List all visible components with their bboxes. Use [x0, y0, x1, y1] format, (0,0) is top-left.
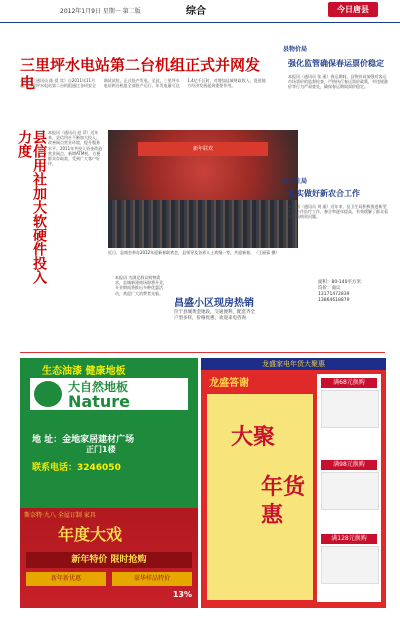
right-col1-label: 县物价局	[283, 46, 308, 53]
poster-char-2: 年货惠	[261, 475, 306, 528]
brand-name-en: Nature	[68, 392, 130, 411]
appliance-ad-thanks: 龙盛答谢	[209, 378, 249, 389]
housing-ad-title: 昌盛小区现房热销	[174, 298, 254, 309]
product-image-1	[321, 390, 379, 428]
furniture-ad	[20, 508, 198, 608]
furniture-ad-offer2: 豪华样品特价	[112, 572, 192, 586]
price-tag-1: 满68元换购	[321, 378, 377, 388]
brand-name-cn: 大自然地板	[68, 380, 129, 394]
vertical-headline: 县信用社加大软硬件投入力度	[16, 130, 47, 284]
nature-flooring-ad	[20, 358, 198, 508]
issue-date: 2012年1月9日 星期一 第二版	[60, 8, 141, 15]
nature-brand	[30, 378, 188, 410]
divider	[20, 352, 385, 353]
right-col2-text: 本报讯（通讯员 刘 丽）近年来，县卫生局积极推进新型农村合作医疗工作，参合率逐年提高，有效缓解了群众看病难看病贵问题。	[288, 204, 388, 220]
housing-ad-contact	[318, 280, 388, 330]
right-col1-title: 强化监管确保春运票价稳定	[288, 59, 384, 68]
appliance-ad-poster	[207, 394, 313, 600]
photo-caption: 近日，县商会举办2012年迎新春联欢会，县领导及各界人士欢聚一堂，共迎新春。（王丽蓉 摄）	[108, 250, 280, 255]
housing-ad-area: 面积：80-140平方米	[318, 280, 361, 285]
main-headline: 三里坪水电站第二台机组正式并网发电	[20, 56, 261, 92]
ad-tagline: 生态油漆 健康地板	[42, 366, 126, 377]
furniture-ad-banner: 新年特价 限时抢购	[26, 552, 192, 568]
appliance-ad	[201, 358, 386, 608]
furniture-ad-discount: 13%	[172, 590, 192, 599]
furniture-ad-offer1: 新年新优惠	[26, 572, 106, 586]
furniture-shop-name: 斯奈特·九八 全屋订制 家具	[24, 512, 96, 519]
newspaper-logo: 今日唐县	[328, 2, 378, 17]
housing-ad-text	[174, 310, 290, 322]
right-col2-label: 县卫生局	[283, 178, 308, 185]
housing-ad-phone2: 13864618879	[318, 298, 350, 303]
side-article-text: 本报讯（通讯员 赵 萍）近年来，县信用社不断加大投入，改善网点营业环境，提升服务水平。2011年共投入资金改造营业网点，新增ATM机，方便群众存取款，受到广大客户好评。	[48, 130, 103, 167]
price-tag-2: 满98元换购	[321, 460, 377, 470]
section-title: 综合	[186, 6, 206, 17]
ad-address-line2: 正门1楼	[86, 445, 116, 454]
appliance-products	[317, 374, 381, 602]
housing-ad-line1: 位于县城黄金地段，交通便利，配套齐全	[174, 310, 255, 315]
housing-ad-price: 均价：面议	[318, 286, 341, 291]
furniture-ad-title: 年度大戏	[58, 525, 123, 544]
photo-banner: 新年联欢	[138, 142, 268, 156]
nature-logo-icon	[34, 381, 62, 407]
right-col2-title: 扎实做好新农合工作	[288, 189, 360, 198]
photo-crowd	[108, 200, 298, 248]
price-tag-3: 满128元换购	[321, 534, 377, 544]
housing-ad-line2: 户型多样，价格优惠，欢迎来电咨询	[174, 316, 246, 321]
housing-ad-phone1: 13171472839	[318, 292, 350, 297]
product-image-2	[321, 472, 379, 510]
ad-address: 地 址：金地家居建材广场	[32, 435, 135, 445]
appliance-ad-top: 龙盛家电年货大聚惠	[201, 358, 386, 370]
product-image-3	[321, 546, 379, 584]
right-col1-text: 本报讯（通讯员 张 燕）春运期间，县物价局加强对客运市场票价的监督检查，严格执行春运票价政策，对违规涨价等行为严肃查处，确保春运期间票价稳定。	[288, 74, 388, 90]
ad-phone: 联系电话：3246050	[32, 463, 121, 473]
poster-char-1: 大聚	[231, 425, 276, 450]
ad-band-left-text: 本报讯 为满足群众购物需求，县城新建商场即将开业，开业期间将推出多种优惠活动，欢迎广大消费者光临。	[115, 275, 167, 296]
lead-article-text: 本报讯（通讯员 陈 爱 宾）自2011年11月起，三里坪水电站第二台机组通过各项安全调试试验，正式投产发电。至此，三里坪水电站两台机组全部投产运行，年发电量可达1.4亿千瓦时，对增加县域财政收入，促进地方经济发展起到重要作用。	[20, 78, 266, 89]
news-photo	[108, 130, 298, 248]
